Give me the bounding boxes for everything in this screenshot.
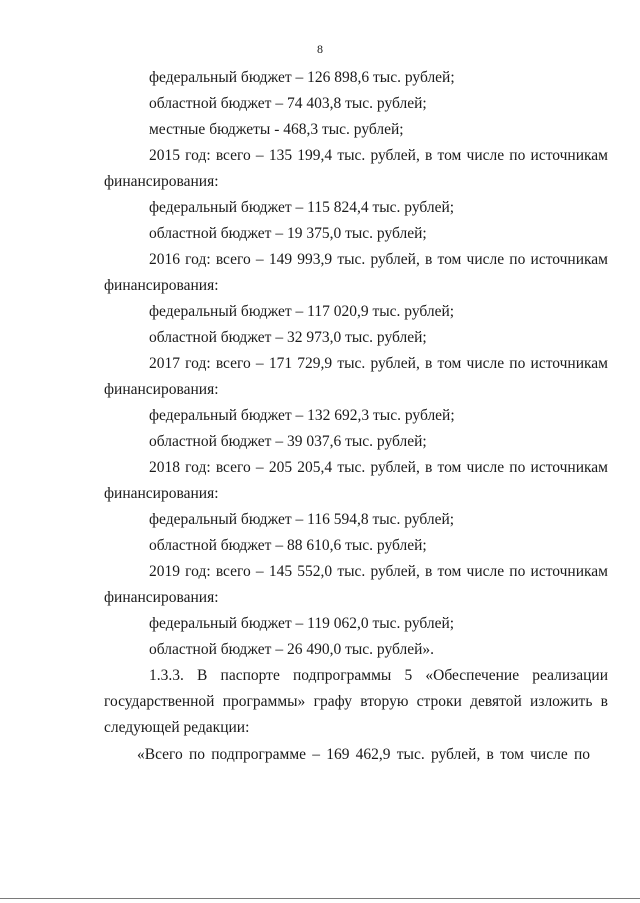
text-line: местные бюджеты - 468,3 тыс. рублей; (149, 121, 404, 138)
text-line: финансирования: (104, 485, 219, 502)
text-line: областной бюджет – 88 610,6 тыс. рублей; (149, 537, 427, 554)
text-line: федеральный бюджет – 117 020,9 тыс. рублей; (149, 303, 455, 320)
text-line: федеральный бюджет – 126 898,6 тыс. рублей; (149, 69, 455, 86)
text-line: федеральный бюджет – 115 824,4 тыс. рублей; (149, 199, 455, 216)
text-line: федеральный бюджет – 132 692,3 тыс. рублей; (149, 407, 455, 424)
text-line: 2017 год: всего – 171 729,9 тыс. рублей, в том числе по источникам (149, 355, 608, 372)
text-line: финансирования: (104, 277, 219, 294)
text-line: областной бюджет – 26 490,0 тыс. рублей». (149, 641, 435, 658)
text-line: 1.3.3. В паспорте подпрограммы 5 «Обеспечение реализации (149, 667, 608, 684)
text-line: 2016 год: всего – 149 993,9 тыс. рублей, в том числе по источникам (149, 251, 608, 268)
text-line: государственной программы» графу вторую строки девятой изложить в (104, 693, 608, 710)
text-line: финансирования: (104, 589, 219, 606)
text-line: финансирования: (104, 173, 219, 190)
text-line: финансирования: (104, 381, 219, 398)
page-bottom-rule (0, 898, 640, 899)
page-number: 8 (317, 42, 323, 56)
text-line: 2018 год: всего – 205 205,4 тыс. рублей, в том числе по источникам (149, 459, 608, 476)
text-line: 2019 год: всего – 145 552,0 тыс. рублей, в том числе по источникам (149, 563, 608, 580)
text-line: областной бюджет – 39 037,6 тыс. рублей; (149, 433, 427, 450)
text-line: федеральный бюджет – 119 062,0 тыс. рублей; (149, 615, 455, 632)
text-line: областной бюджет – 19 375,0 тыс. рублей; (149, 225, 427, 242)
text-line: областной бюджет – 32 973,0 тыс. рублей; (149, 329, 427, 346)
text-line: федеральный бюджет – 116 594,8 тыс. рублей; (149, 511, 455, 528)
text-line: следующей редакции: (104, 719, 250, 736)
text-line: областной бюджет – 74 403,8 тыс. рублей; (149, 95, 427, 112)
text-line: «Всего по подпрограмме – 169 462,9 тыс. рублей, в том числе по (137, 746, 590, 763)
text-line: 2015 год: всего – 135 199,4 тыс. рублей, в том числе по источникам (149, 147, 608, 164)
